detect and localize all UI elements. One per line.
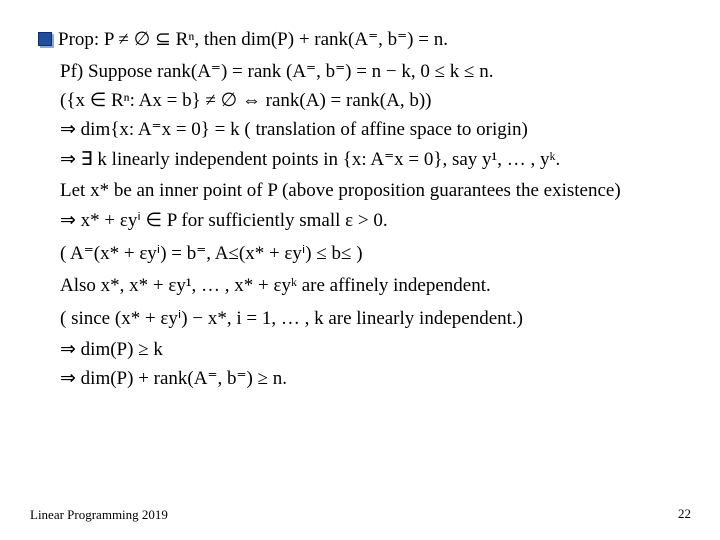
proof-line-5: Let x* be an inner point of P (above proposition guarantees the existence)	[60, 180, 621, 201]
proof-line-2: ({x ∈ Rⁿ: Ax = b} ≠ ∅ ⇔ rank(A) = rank(A, b))	[60, 90, 432, 111]
proof-line-11: ⇒ dim(P) + rank(A⁼, b⁼) ≥ n.	[60, 368, 288, 389]
square-bullet-icon	[38, 32, 52, 46]
proposition-text: Prop: P ≠ ∅ ⊆ Rⁿ, then dim(P) + rank(A⁼, b⁼) = n.	[58, 29, 448, 50]
proof-line-1: Pf) Suppose rank(A⁼) = rank (A⁼, b⁼) = n − k, 0 ≤ k ≤ n.	[60, 61, 494, 82]
proof-line-10: ⇒ dim(P) ≥ k	[60, 339, 163, 360]
footer-course-title: Linear Programming 2019	[30, 507, 168, 522]
proof-line-7: ( A⁼(x* + εyⁱ) = b⁼, A≤(x* + εyⁱ) ≤ b≤ )	[60, 243, 363, 264]
page-number: 22	[678, 506, 691, 521]
proof-line-8: Also x*, x* + εy¹, … , x* + εyᵏ are affinely independent.	[60, 275, 491, 296]
proof-line-4: ⇒ ∃ k linearly independent points in {x: A⁼x = 0}, say y¹, … , yᵏ.	[60, 149, 561, 170]
proof-line-6: ⇒ x* + εyⁱ ∈ P for sufficiently small ε > 0.	[60, 210, 388, 231]
proof-line-9: ( since (x* + εyⁱ) − x*, i = 1, … , k are linearly independent.)	[60, 308, 523, 329]
proof-line-3: ⇒ dim{x: A⁼x = 0} = k ( translation of affine space to origin)	[60, 119, 528, 140]
proposition-line	[38, 28, 448, 52]
